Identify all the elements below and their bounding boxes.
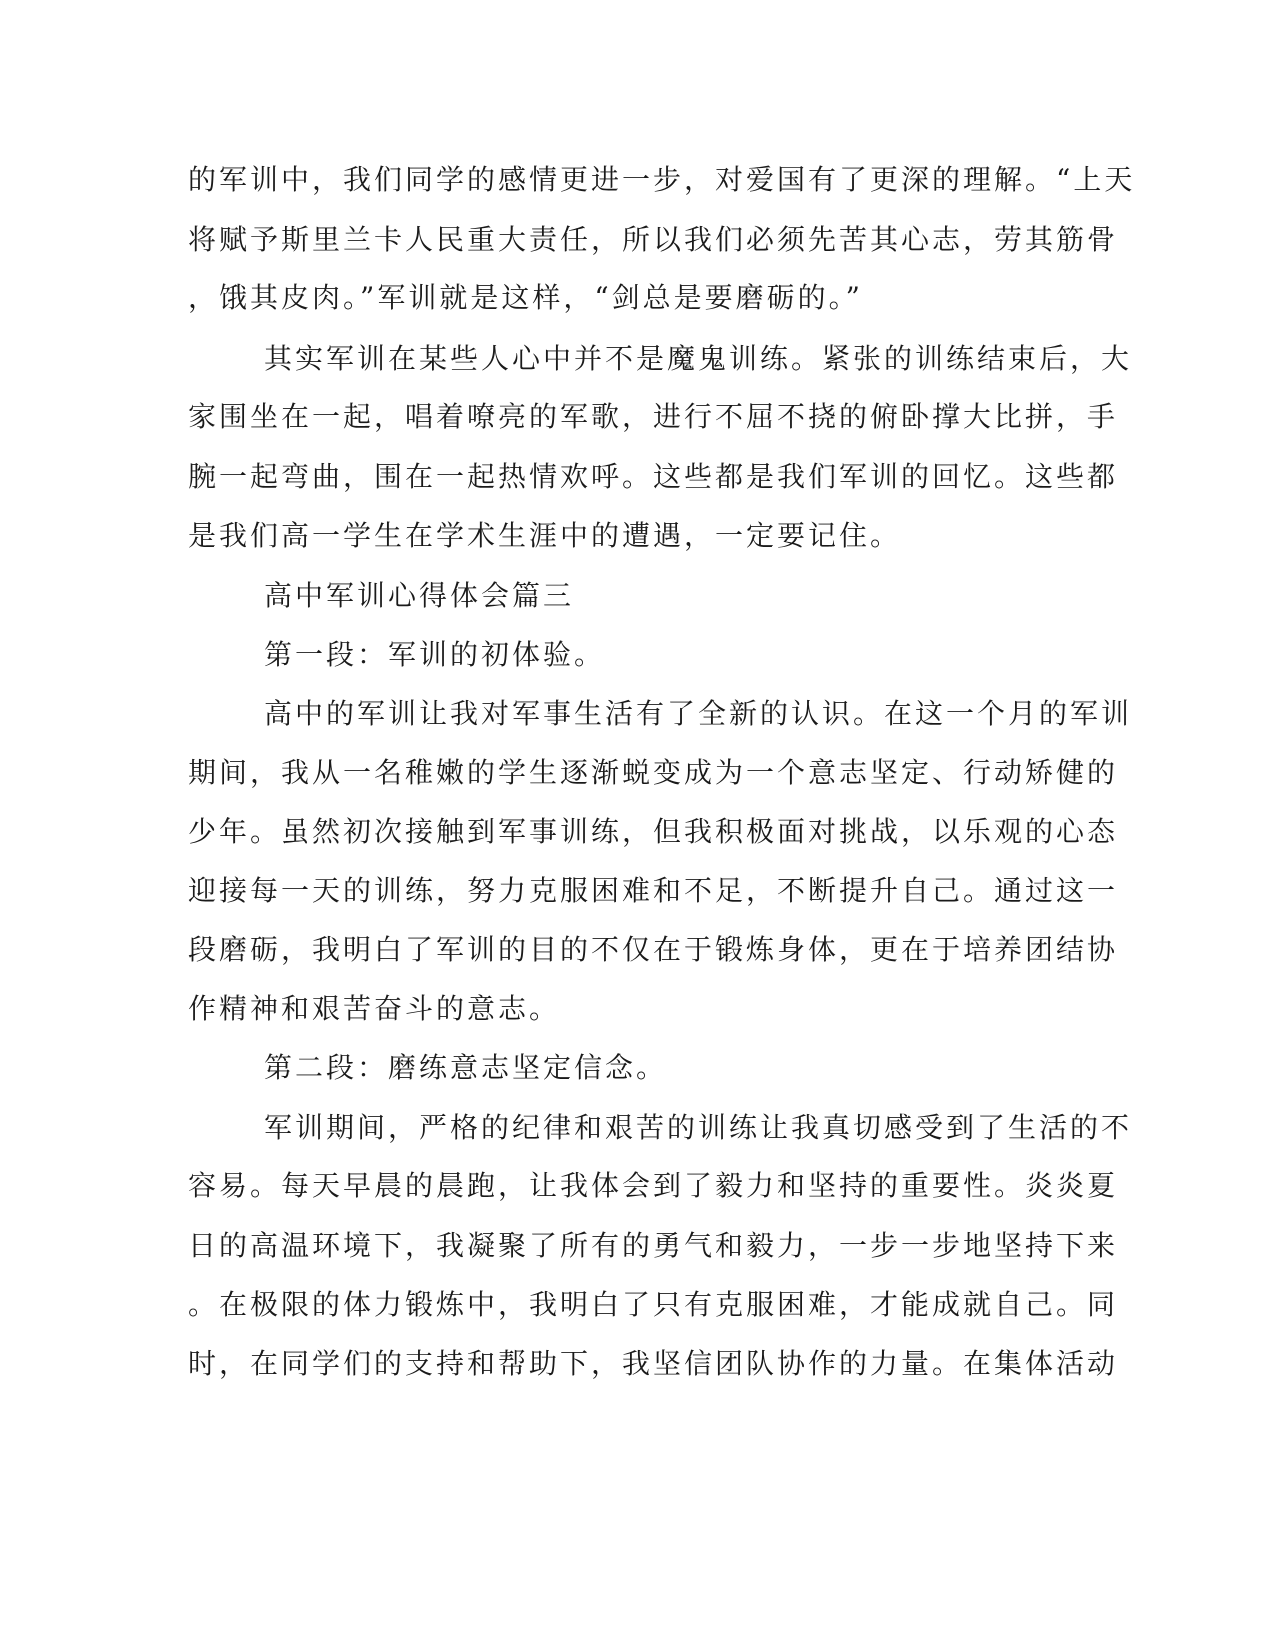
text-line: 作精神和艰苦奋斗的意志。	[188, 992, 561, 1025]
text-line: 是我们高一学生在学术生涯中的遭遇，一定要记住。	[188, 519, 902, 552]
text-line: 迎接每一天的训练，努力克服困难和不足，不断提升自己。通过这一	[188, 874, 1119, 907]
text-line: 少年。虽然初次接触到军事训练，但我积极面对挑战，以乐观的心态	[188, 815, 1119, 848]
text-line: 期间，我从一名稚嫩的学生逐渐蜕变成为一个意志坚定、行动矫健的	[188, 756, 1119, 789]
text-line: 的军训中，我们同学的感情更进一步，对爱国有了更深的理解。“上天	[188, 163, 1136, 196]
text-line: ，饿其皮肉。”军训就是这样，“剑总是要磨砺的。”	[188, 281, 863, 314]
text-line: 家围坐在一起，唱着嘹亮的军歌，进行不屈不挠的俯卧撑大比拼，手	[188, 400, 1119, 433]
text-line: 容易。每天早晨的晨跑，让我体会到了毅力和坚持的重要性。炎炎夏	[188, 1169, 1119, 1202]
text-line: 时，在同学们的支持和帮助下，我坚信团队协作的力量。在集体活动	[188, 1347, 1119, 1380]
text-line: 日的高温环境下，我凝聚了所有的勇气和毅力，一步一步地坚持下来	[188, 1229, 1119, 1262]
subsection-heading: 第二段：磨练意志坚定信念。	[264, 1051, 668, 1084]
text-line: 将赋予斯里兰卡人民重大责任，所以我们必须先苦其心志，劳其筋骨	[188, 223, 1119, 256]
text-line: 军训期间，严格的纪律和艰苦的训练让我真切感受到了生活的不	[264, 1111, 1133, 1144]
section-heading: 高中军训心得体会篇三	[264, 579, 575, 612]
subsection-heading: 第一段：军训的初体验。	[264, 638, 606, 671]
text-line: 腕一起弯曲，围在一起热情欢呼。这些都是我们军训的回忆。这些都	[188, 460, 1119, 493]
text-line: 其实军训在某些人心中并不是魔鬼训练。紧张的训练结束后，大	[264, 342, 1133, 375]
text-line: 。在极限的体力锻炼中，我明白了只有克服困难，才能成就自己。同	[188, 1288, 1119, 1321]
text-line: 高中的军训让我对军事生活有了全新的认识。在这一个月的军训	[264, 697, 1133, 730]
text-line: 段磨砺，我明白了军训的目的不仅在于锻炼身体，更在于培养团结协	[188, 933, 1119, 966]
